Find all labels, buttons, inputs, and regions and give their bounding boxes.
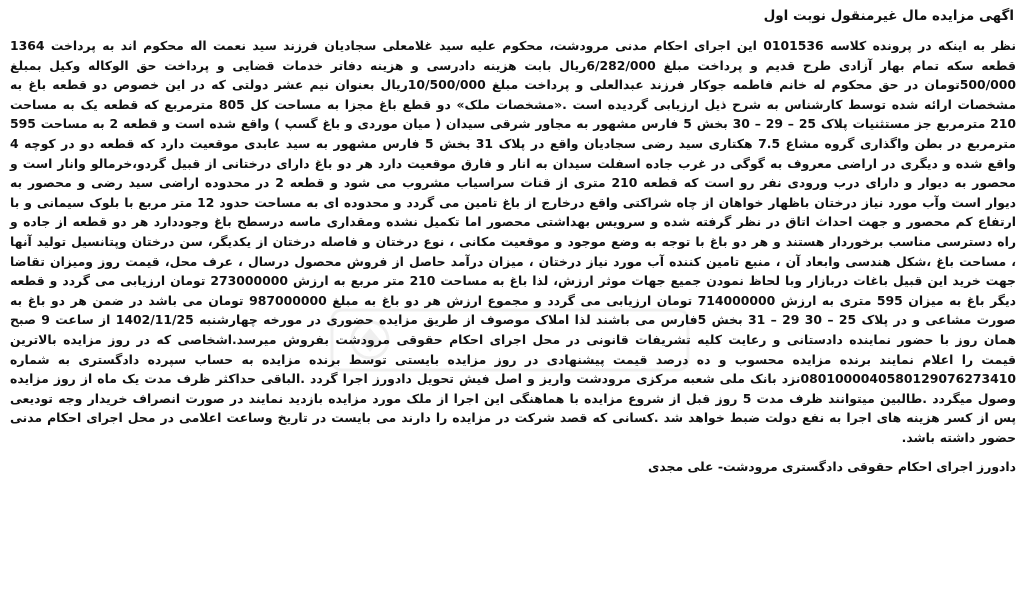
notice-title: اگهی مزایده مال غیرمنقول نوبت اول	[763, 8, 1014, 24]
notice-signature: دادورز اجرای احکام حقوقی دادگستری مرودشت- علی مجدی	[648, 459, 1016, 475]
notice-body: نظر به اینکه در پرونده کلاسه 0101536 این اجرای احکام مدنی مرودشت، محکوم علیه سید غلامعلی سجادیان فرزند سید نعمت اله محکوم اند به پرداخت 1364 قطعه سکه تمام بهار آزادی طرح قدیم و پرداخت مبلغ 6/282/000ریال بابت هزینه دادرسی و هزینه دفاتر خدمات قضایی و پرداخت حق الوکاله وکیل بمبلغ 500/000تومان در حق محکوم له خانم فاطمه جوکار فرزند عبدالعلی و پرداخت مبلغ 10/500/000ریال بعنوان نیم عشر دولتی که در این خصوص دو قطعه باغ به مشخصات ارائه شده توسط کارشناس به شرح ذیل ارزیابی گردیده است .«مشخصات ملک» دو قطع باغ مجزا به مساحت کل 805 مترمربع که قطعه یک به مساحت 210 مترمربع جز مستثنیات پلاک 25 – 29 – 30 بخش 5 فارس مشهور به مجاور شرقی سیدان ( میان موردی و باغ گسپ ) واقع شده است و قطعه 2 به مساحت 595 مترمربع در بطن واگذاری گروه مشاع 7.5 هکتاری سید رضی سجادیان واقع در پلاک 31 بخش 5 فارس مشهور به سید عابدی موقعیت دارد که قطعه دو در کوچه 4 واقع شده و دیگری در اراضی معروف به گوگی در غرب جاده اسفلت سیدان به انار و فارق موقعیت دارد هر دو باغ دارای درختانی از قبیل گردو،خرمالو وانار است و محصور به دیوار و دارای درب ورودی نفر رو است که قطعه 210 متری از قنات سراسیاب مشروب می شود و قطعه 2 در محدوده اراضی سید رضی و محصور به دیوار است وآب مورد نیاز درختان باظهار خواهان از چاه شراکتی واقع درخارج از باغ تامین می گردد و محدوده ای به مساحت حدود 12 متر مربع با بلوک سیمانی و با ارتفاع کم محصور و جهت احداث اتاق در نظر گرفته شده و سرویس بهداشتی محصور اما تکمیل نشده ومقداری ماسه درسطح باغ وجوددارد هر دو قطعه از جاده و راه دسترسی مناسب برخوردار هستند و هر دو باغ با توجه به وضع موجود و موقعیت مکانی ، نوع درختان و فاصله درختان از یکدیگر، سن درختان وپتانسیل تولید آنها ، مساحت باغ ،شکل هندسی وابعاد آن ، منبع تامین کننده آب مورد نیاز درختان ، میزان درآمد حاصل از فروش محصول درسال ، عرف محل، قیمت روز ومیزان تقاضا جهت خرید این قبیل باغات دربازار وبا لحاظ نمودن جمیع جهات موثر ارزش، لذا باغ به مساحت 210 متر مربع به ارزش 273000000 تومان ارزیابی می گردد و قطعه دیگر باغ به میزان 595 متری به ارزش 714000000 تومان ارزیابی می گردد و مجموع ارزش هر دو باغ به مبلغ 987000000 تومان می باشد در ضمن هر دو باغ به صورت مشاعی و در پلاک 25 – 30 29 – 31 بخش 5فارس می باشند لذا املاک موصوف از طریق مزایده حضوری در مورخه چهارشنبه 1402/11/25 از ساعت 9 صبح همان روز با حضور نماینده دادستانی و رعایت کلیه تشریفات قانونی در محل اجرای احکام حقوقی مرودشت بفروش میرسد.اشخاصی که در روز مزایده بالاترین قیمت را اعلام نمایند برنده مزایده محسوب و ده درصد قیمت پیشنهادی در روز مزایده بایستی توسط برنده مزایده به حساب سپرده دادگستری به شماره 0801000040580129076273410نزد بانک ملی شعبه مرکزی مرودشت واریز و اصل فیش تحویل دادورز اجرا گردد .الباقی حداکثر ظرف مدت یک ماه از روز مزایده وصول میگردد .طالبین میتوانند ظرف مدت 5 روز قبل از شروع مزایده با هماهنگی این اجرا از ملک مورد مزایده بازدید نمایند در صورت انصراف خریدار وجه تودیعی پس از کسر هزینه های اجرا به نفع دولت ضبط خواهد شد .کسانی که قصد شرکت در مزایده را دارند می بایست در تاریخ وساعت اعلامی در محل اجرای احکام مدنی حضور داشته باشد.	[10, 38, 1017, 445]
